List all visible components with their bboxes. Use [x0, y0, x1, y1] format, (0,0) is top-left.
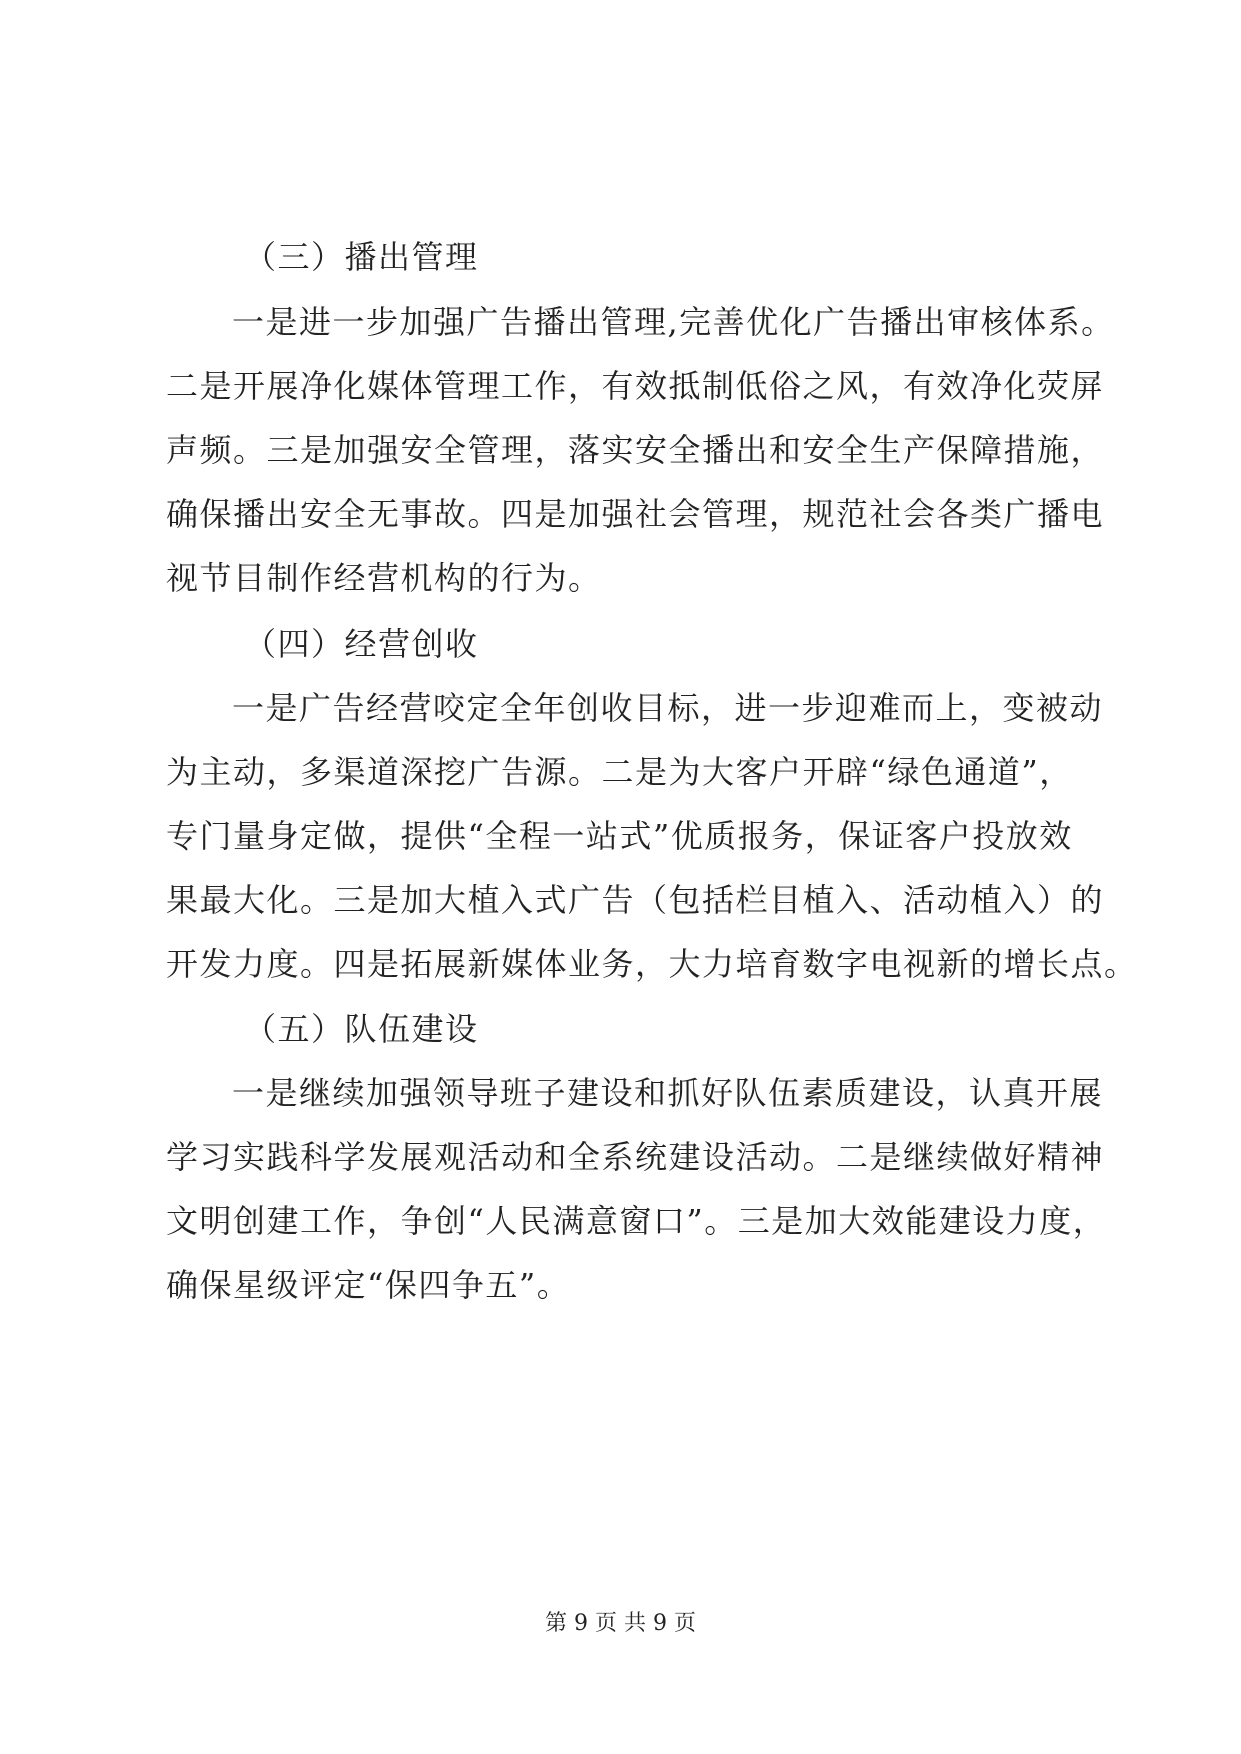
paragraph-line: 一是进一步加强广告播出管理,完善优化广告播出审核体系。	[232, 303, 1115, 341]
paragraph-line: 为主动，多渠道深挖广告源。二是为大客户开辟“绿色通道”，	[166, 753, 1073, 791]
section-heading-team-building: （五）队伍建设	[244, 1010, 479, 1048]
paragraph-line: 一是继续加强领导班子建设和抓好队伍素质建设，认真开展	[232, 1074, 1104, 1112]
paragraph-line: 文明创建工作，争创“人民满意窗口”。三是加大效能建设力度，	[166, 1202, 1107, 1240]
paragraph-line: 视节目制作经营机构的行为。	[166, 559, 602, 597]
section-heading-business-revenue: （四）经营创收	[244, 625, 479, 663]
paragraph-line: 确保星级评定“保四争五”。	[166, 1266, 571, 1304]
page-number-footer: 第 9 页 共 9 页	[545, 1611, 696, 1636]
paragraph-line: 学习实践科学发展观活动和全系统建设活动。二是继续做好精神	[166, 1138, 1105, 1176]
paragraph-line: 开发力度。四是拓展新媒体业务，大力培育数字电视新的增长点。	[166, 945, 1138, 983]
paragraph-line: 专门量身定做，提供“全程一站式”优质报务，保证客户投放效	[166, 817, 1073, 855]
paragraph-line: 声频。三是加强安全管理，落实安全播出和安全生产保障措施，	[166, 431, 1105, 469]
paragraph-line: 二是开展净化媒体管理工作，有效抵制低俗之风，有效净化荧屏	[166, 367, 1105, 405]
paragraph-line: 果最大化。三是加大植入式广告（包括栏目植入、活动植入）的	[166, 881, 1105, 919]
paragraph-line: 一是广告经营咬定全年创收目标，进一步迎难而上，变被动	[232, 689, 1104, 727]
paragraph-line: 确保播出安全无事故。四是加强社会管理，规范社会各类广播电	[166, 495, 1105, 533]
section-heading-broadcast-management: （三）播出管理	[244, 238, 479, 276]
